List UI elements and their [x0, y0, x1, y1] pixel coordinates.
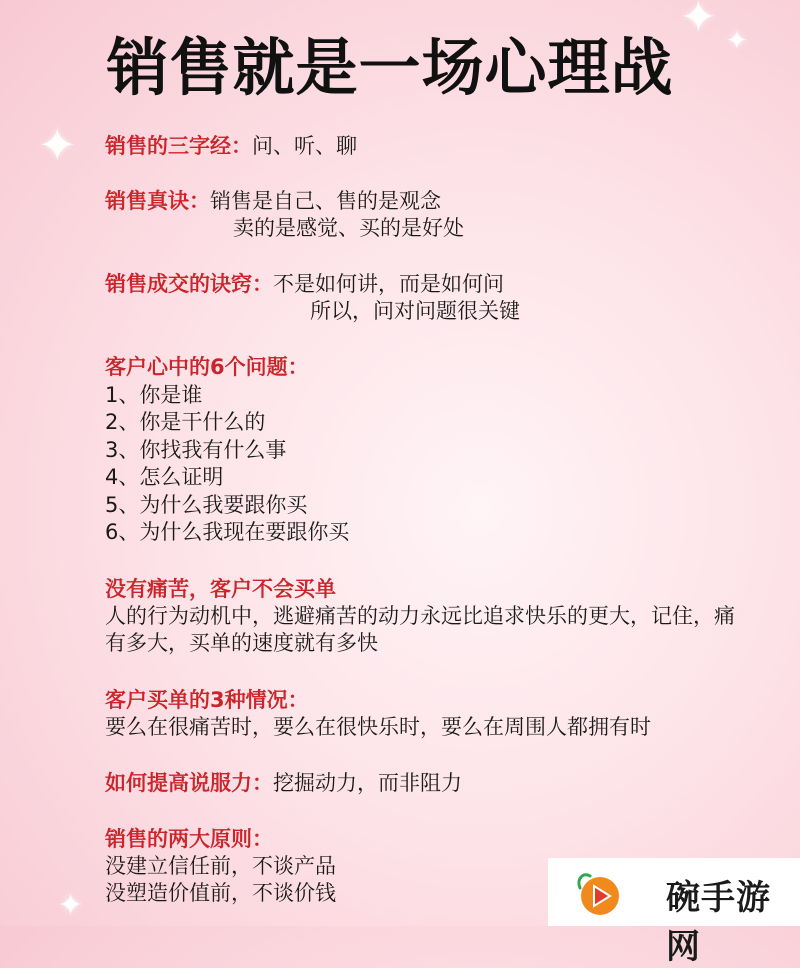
section-text: 人的行为动机中，逃避痛苦的动力永远比追求快乐的更大，记住，痛有多大，买单的速度就有多快 — [105, 604, 735, 655]
list-item: 5、为什么我要跟你买 — [105, 492, 308, 517]
section-sales-three-words — [105, 133, 357, 160]
section-text: 不是如何讲，而是如何问 — [273, 272, 504, 296]
section-two-principles — [105, 826, 336, 907]
section-text: 挖掘动力，而非阻力 — [273, 771, 462, 795]
watermark-logo — [548, 858, 800, 967]
list-item: 3、你找我有什么事 — [105, 437, 287, 462]
section-persuasion — [105, 770, 462, 797]
section-three-situations — [105, 687, 651, 741]
section-text: 卖的是感觉、买的是好处 — [233, 216, 464, 240]
page-title: 销售就是一场心理战 — [106, 31, 674, 104]
list-item: 没建立信任前，不谈产品 — [105, 854, 336, 878]
section-text: 所以，问对问题很关键 — [310, 299, 520, 323]
list-item: 2、你是干什么的 — [105, 410, 266, 434]
sparkle-icon: ✦ — [680, 0, 717, 43]
section-heading: 销售成交的诀窍： — [105, 272, 273, 296]
sparkle-icon: ✦ — [58, 888, 84, 923]
list-item: 6、为什么我现在要跟你买 — [105, 520, 350, 544]
section-no-pain — [105, 576, 755, 657]
list-item: 4、怎么证明 — [105, 465, 224, 489]
list-item: 没塑造价值前，不谈价钱 — [105, 881, 336, 905]
section-text: 销售是自己、售的是观念 — [210, 189, 441, 213]
watermark-text: 碗手游网 — [666, 878, 771, 967]
sparkle-icon: ✦ — [726, 26, 748, 56]
section-text: 要么在很痛苦时，要么在很快乐时，要么在周围人都拥有时 — [105, 715, 651, 739]
section-six-questions — [105, 354, 349, 547]
section-heading: 销售的三字经： — [105, 134, 252, 158]
section-heading: 销售真诀： — [105, 189, 210, 213]
play-logo-icon — [566, 866, 626, 918]
section-heading: 如何提高说服力： — [105, 771, 273, 795]
section-sales-secret — [105, 188, 464, 242]
section-heading: 客户买单的3种情况： — [105, 688, 309, 712]
list-item: 1、你是谁 — [105, 382, 203, 407]
sparkle-icon: ✦ — [38, 118, 77, 172]
section-heading: 没有痛苦，客户不会买单 — [105, 577, 336, 601]
section-heading: 客户心中的6个问题： — [105, 355, 309, 379]
section-closing-tips — [105, 271, 520, 325]
section-heading: 销售的两大原则： — [105, 827, 273, 851]
section-text: 问、听、聊 — [252, 134, 357, 158]
